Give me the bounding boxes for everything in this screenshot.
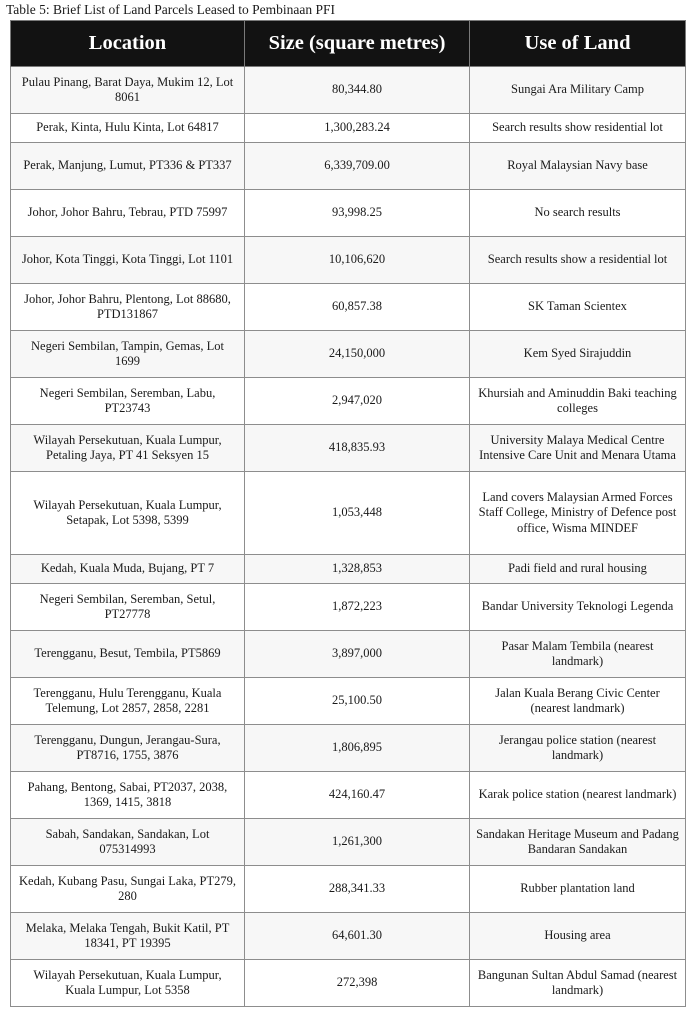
cell-use-of-land: Housing area [470,913,686,960]
cell-size: 60,857.38 [245,284,470,331]
cell-size: 424,160.47 [245,772,470,819]
cell-use-of-land: Sandakan Heritage Museum and Padang Bandaran Sandakan [470,819,686,866]
table-header [11,21,686,67]
table-row [11,772,686,819]
cell-use-of-land: Bandar University Teknologi Legenda [470,584,686,631]
cell-location: Melaka, Melaka Tengah, Bukit Katil, PT 18341, PT 19395 [11,913,245,960]
cell-use-of-land: Jalan Kuala Berang Civic Center (nearest landmark) [470,678,686,725]
cell-use-of-land: Rubber plantation land [470,866,686,913]
cell-size: 418,835.93 [245,425,470,472]
cell-use-of-land: Bangunan Sultan Abdul Samad (nearest landmark) [470,960,686,1007]
cell-location: Perak, Manjung, Lumut, PT336 & PT337 [11,143,245,190]
cell-size: 64,601.30 [245,913,470,960]
cell-location: Johor, Johor Bahru, Tebrau, PTD 75997 [11,190,245,237]
header-row [11,21,686,67]
table-row [11,819,686,866]
cell-use-of-land: Search results show a residential lot [470,237,686,284]
cell-location: Terengganu, Dungun, Jerangau-Sura, PT8716, 1755, 3876 [11,725,245,772]
cell-use-of-land: Jerangau police station (nearest landmark) [470,725,686,772]
cell-size: 93,998.25 [245,190,470,237]
cell-size: 1,300,283.24 [245,114,470,143]
cell-size: 2,947,020 [245,378,470,425]
table-row [11,584,686,631]
table-row [11,555,686,584]
cell-use-of-land: University Malaya Medical Centre Intensive Care Unit and Menara Utama [470,425,686,472]
cell-location: Negeri Sembilan, Tampin, Gemas, Lot 1699 [11,331,245,378]
cell-use-of-land: Sungai Ara Military Camp [470,67,686,114]
cell-size: 24,150,000 [245,331,470,378]
cell-location: Sabah, Sandakan, Sandakan, Lot 075314993 [11,819,245,866]
cell-use-of-land: Search results show residential lot [470,114,686,143]
cell-location: Pulau Pinang, Barat Daya, Mukim 12, Lot 8061 [11,67,245,114]
cell-size: 10,106,620 [245,237,470,284]
cell-size: 1,872,223 [245,584,470,631]
table-row [11,631,686,678]
table-caption: Table 5: Brief List of Land Parcels Leased to Pembinaan PFI [6,2,335,17]
cell-use-of-land: Pasar Malam Tembila (nearest landmark) [470,631,686,678]
cell-size: 3,897,000 [245,631,470,678]
cell-location: Wilayah Persekutuan, Kuala Lumpur, Petaling Jaya, PT 41 Seksyen 15 [11,425,245,472]
cell-use-of-land: No search results [470,190,686,237]
cell-use-of-land: Land covers Malaysian Armed Forces Staff College, Ministry of Defence post office, Wisma MINDEF [470,472,686,555]
cell-use-of-land: SK Taman Scientex [470,284,686,331]
cell-size: 80,344.80 [245,67,470,114]
cell-size: 1,053,448 [245,472,470,555]
table-body [11,67,686,1007]
table-row [11,67,686,114]
header-size: Size (square metres) [245,21,470,67]
table-row [11,143,686,190]
cell-location: Johor, Johor Bahru, Plentong, Lot 88680, PTD131867 [11,284,245,331]
cell-use-of-land: Karak police station (nearest landmark) [470,772,686,819]
table-row [11,913,686,960]
table-row [11,960,686,1007]
table-row [11,284,686,331]
table-row [11,425,686,472]
cell-location: Terengganu, Hulu Terengganu, Kuala Telemung, Lot 2857, 2858, 2281 [11,678,245,725]
cell-location: Negeri Sembilan, Seremban, Setul, PT27778 [11,584,245,631]
header-location: Location [11,21,245,67]
table-row [11,237,686,284]
cell-location: Wilayah Persekutuan, Kuala Lumpur, Kuala Lumpur, Lot 5358 [11,960,245,1007]
cell-use-of-land: Khursiah and Aminuddin Baki teaching colleges [470,378,686,425]
table-row [11,331,686,378]
cell-location: Negeri Sembilan, Seremban, Labu, PT23743 [11,378,245,425]
cell-location: Pahang, Bentong, Sabai, PT2037, 2038, 1369, 1415, 3818 [11,772,245,819]
cell-location: Kedah, Kubang Pasu, Sungai Laka, PT279, 280 [11,866,245,913]
cell-size: 1,806,895 [245,725,470,772]
cell-size: 288,341.33 [245,866,470,913]
table-row [11,378,686,425]
cell-location: Perak, Kinta, Hulu Kinta, Lot 64817 [11,114,245,143]
cell-location: Wilayah Persekutuan, Kuala Lumpur, Setapak, Lot 5398, 5399 [11,472,245,555]
header-use-of-land: Use of Land [470,21,686,67]
table-row [11,866,686,913]
cell-use-of-land: Kem Syed Sirajuddin [470,331,686,378]
cell-size: 25,100.50 [245,678,470,725]
cell-size: 6,339,709.00 [245,143,470,190]
cell-use-of-land: Royal Malaysian Navy base [470,143,686,190]
cell-location: Terengganu, Besut, Tembila, PT5869 [11,631,245,678]
cell-location: Kedah, Kuala Muda, Bujang, PT 7 [11,555,245,584]
cell-location: Johor, Kota Tinggi, Kota Tinggi, Lot 1101 [11,237,245,284]
cell-size: 272,398 [245,960,470,1007]
land-parcels-table [10,20,686,1007]
table-row [11,678,686,725]
cell-size: 1,261,300 [245,819,470,866]
cell-use-of-land: Padi field and rural housing [470,555,686,584]
table-row [11,725,686,772]
table-row [11,472,686,555]
cell-size: 1,328,853 [245,555,470,584]
table-row [11,114,686,143]
table-row [11,190,686,237]
